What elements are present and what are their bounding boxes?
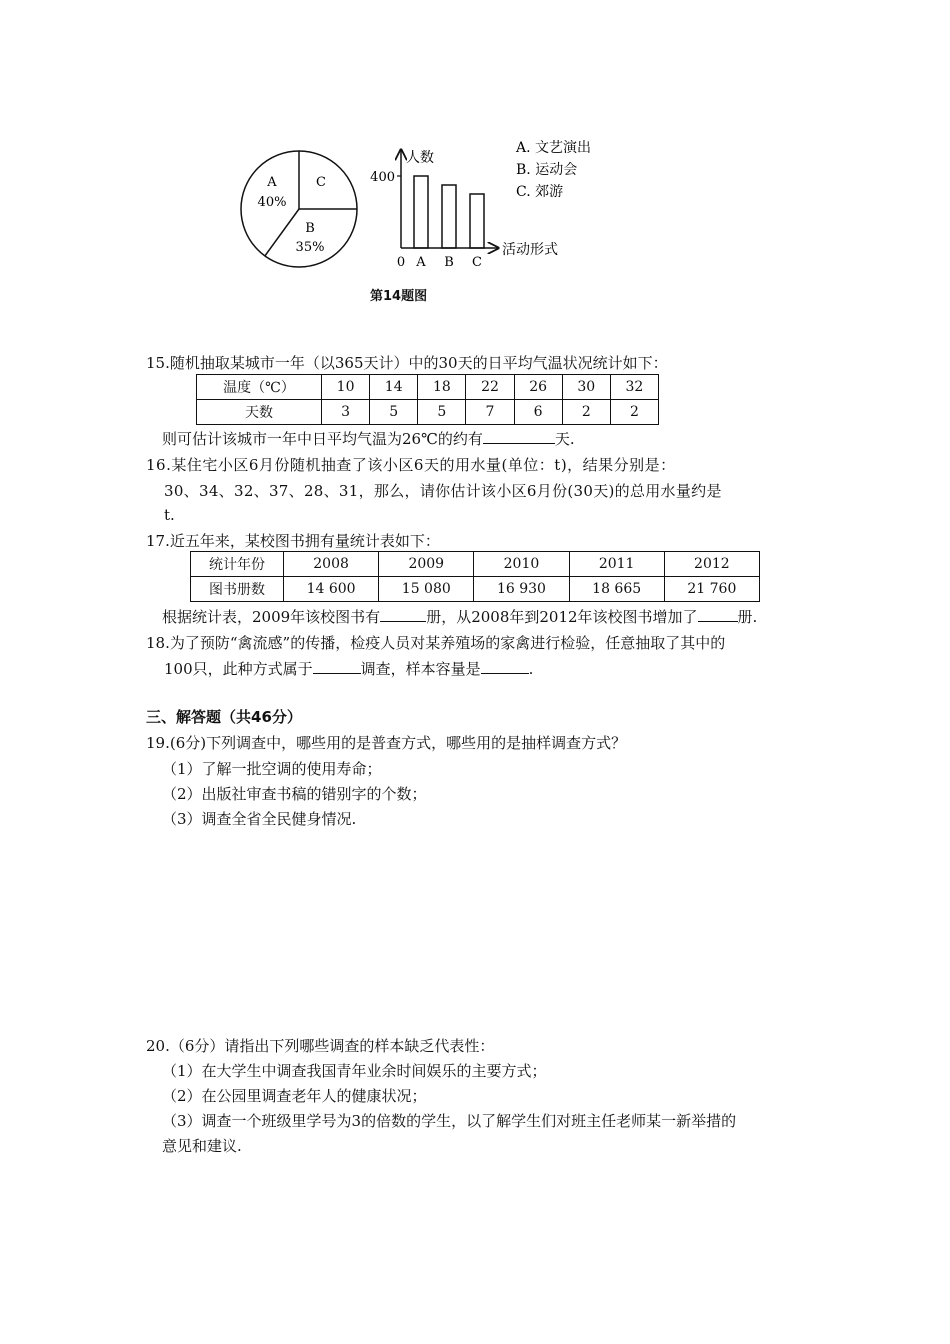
q19-item: （3）调查全省全民健身情况. <box>162 810 357 828</box>
table-header-cell: 统计年份 <box>191 552 284 577</box>
q19-item: （2）出版社审查书稿的错别字的个数； <box>162 785 427 803</box>
table-cell: 2012 <box>664 552 759 577</box>
table-cell: 18 <box>418 375 466 400</box>
origin-label: 0 <box>396 255 406 270</box>
q18-line1: 18.为了预防“禽流感”的传播，检疫人员对某养殖场的家禽进行检验，任意抽取了其中的 <box>146 634 726 652</box>
pie-chart <box>238 148 362 272</box>
bar-b <box>442 185 456 248</box>
q17-table <box>190 551 760 602</box>
q15-tail <box>162 428 575 449</box>
pie-slice-boundary <box>265 209 299 256</box>
table-cell: 26 <box>514 375 562 400</box>
y-tick-label: 400 <box>370 170 395 185</box>
bar-chart <box>368 140 618 272</box>
pie-label-c: C <box>316 175 326 190</box>
legend-item-b: B. 运动会 <box>516 162 578 178</box>
table-cell: 10 <box>322 375 370 400</box>
bar-c <box>470 194 484 248</box>
table-row <box>191 577 760 602</box>
q16-line2: 30、34、32、37、28、31，那么，请你估计该小区6月份(30天)的总用水量约是 <box>164 482 722 500</box>
q18-text: 100只，此种方式属于 <box>164 660 313 678</box>
q16-line1: 16.某住宅小区6月份随机抽查了该小区6天的用水量(单位：t)，结果分别是： <box>146 456 676 474</box>
x-axis-label: 活动形式 <box>502 242 558 258</box>
table-cell: 3 <box>322 400 370 425</box>
table-cell: 14 600 <box>284 577 379 602</box>
table-header-cell: 温度（℃） <box>197 375 322 400</box>
q16-line3: t. <box>164 506 175 524</box>
q20-item: （2）在公园里调查老年人的健康状况； <box>162 1087 427 1105</box>
q17-tail-text: 根据统计表，2009年该校图书有 <box>162 608 381 626</box>
table-row <box>197 375 659 400</box>
q17-tail-unit: 册. <box>737 608 758 626</box>
table-cell: 15 080 <box>379 577 474 602</box>
q20-item-continuation: 意见和建议. <box>162 1137 242 1155</box>
table-row <box>191 552 760 577</box>
q18-line2 <box>164 658 533 679</box>
answer-blank[interactable] <box>380 607 426 622</box>
table-cell: 7 <box>466 400 514 425</box>
table-cell: 5 <box>418 400 466 425</box>
legend-item-a: A. 文艺演出 <box>516 140 592 156</box>
table-row <box>197 400 659 425</box>
table-cell: 18 665 <box>569 577 664 602</box>
q18-text: 调查，样本容量是 <box>360 660 481 678</box>
table-cell: 22 <box>466 375 514 400</box>
q20-item: （3）调查一个班级里学号为3的倍数的学生，以了解学生们对班主任老师某一新举措的 <box>162 1112 737 1130</box>
table-cell: 2010 <box>474 552 569 577</box>
section-title: 三、解答题（共46分） <box>146 708 302 726</box>
table-cell: 14 <box>370 375 418 400</box>
table-cell: 2 <box>562 400 610 425</box>
table-cell: 6 <box>514 400 562 425</box>
table-header-cell: 天数 <box>197 400 322 425</box>
q20-item: （1）在大学生中调查我国青年业余时间娱乐的主要方式； <box>162 1062 547 1080</box>
pie-label-b: B <box>305 221 315 236</box>
q19-stem: 19.(6分)下列调查中，哪些用的是普查方式，哪些用的是抽样调查方式？ <box>146 734 627 752</box>
pie-pct-a: 40% <box>257 195 287 210</box>
q17-stem: 17.近五年来，某校图书拥有量统计表如下： <box>146 532 440 550</box>
table-cell: 2008 <box>284 552 379 577</box>
table-cell: 21 760 <box>664 577 759 602</box>
table-cell: 2009 <box>379 552 474 577</box>
q19-item: （1）了解一批空调的使用寿命； <box>162 760 382 778</box>
table-cell: 5 <box>370 400 418 425</box>
q15-tail-unit: 天. <box>554 430 575 448</box>
table-cell: 2011 <box>569 552 664 577</box>
answer-blank[interactable] <box>483 429 555 444</box>
answer-blank[interactable] <box>313 659 361 674</box>
answer-blank[interactable] <box>481 659 529 674</box>
bar-a <box>414 176 428 248</box>
figure-caption: 第14题图 <box>370 289 428 304</box>
table-header-cell: 图书册数 <box>191 577 284 602</box>
legend-item-c: C. 郊游 <box>516 184 564 200</box>
answer-blank[interactable] <box>698 607 738 622</box>
x-tick-label: A <box>416 255 426 270</box>
q18-text: . <box>528 660 534 678</box>
x-tick-label: C <box>472 255 482 270</box>
table-cell: 30 <box>562 375 610 400</box>
q15-tail-text: 则可估计该城市一年中日平均气温为26℃的约有 <box>162 430 483 448</box>
q17-tail <box>162 606 757 627</box>
pie-label-a: A <box>267 175 277 190</box>
q15-table <box>196 374 659 425</box>
y-axis-label: 人数 <box>406 150 434 166</box>
pie-pct-b: 35% <box>295 240 325 255</box>
table-cell: 2 <box>610 400 658 425</box>
table-cell: 16 930 <box>474 577 569 602</box>
table-cell: 32 <box>610 375 658 400</box>
q17-tail-text: 册，从2008年到2012年该校图书增加了 <box>426 608 698 626</box>
q15-stem: 15.随机抽取某城市一年（以365天计）中的30天的日平均气温状况统计如下： <box>146 354 668 372</box>
x-tick-label: B <box>444 255 454 270</box>
q20-stem: 20.（6分）请指出下列哪些调查的样本缺乏代表性： <box>146 1037 495 1055</box>
